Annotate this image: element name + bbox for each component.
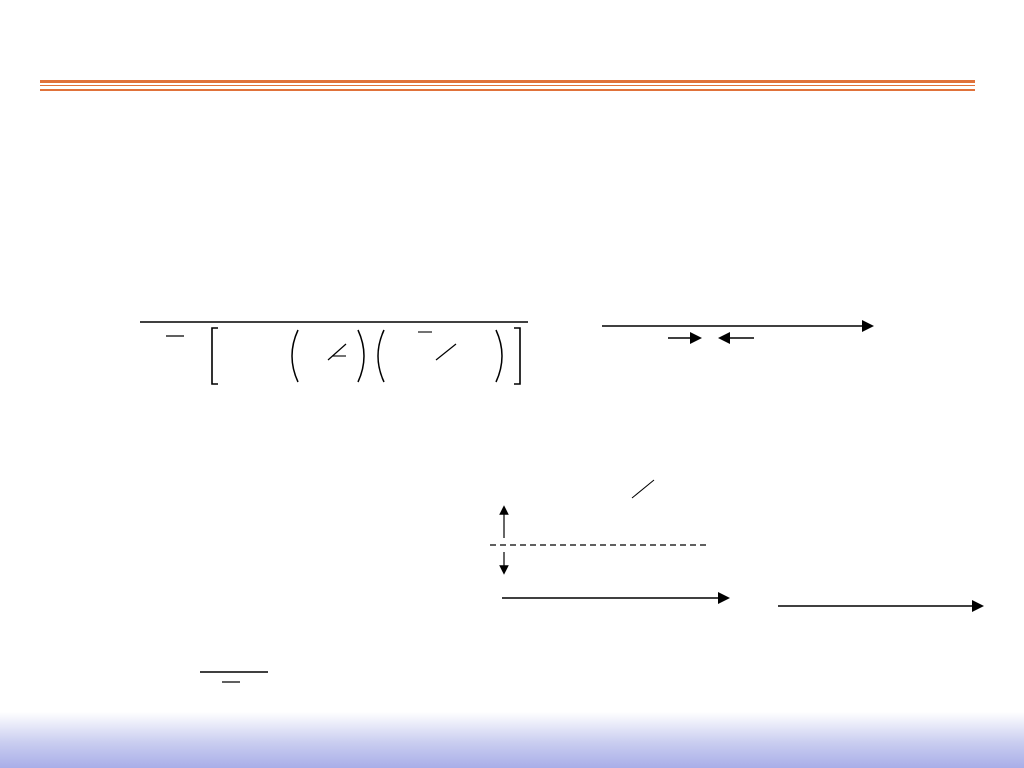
footer-bar [0,712,1024,768]
figure-b-spontaneous-spectrum [442,446,772,666]
eq2-paren1-right [358,330,364,382]
para3 [40,420,46,459]
equation-mode-spacing [40,272,540,392]
equation-approximation [96,622,286,718]
equation-mode-condition [356,163,372,198]
eq2-paren1-left [292,330,298,382]
eq2-paren2-right [496,330,502,382]
lambda-symbol [44,232,56,256]
para3-delta-lambda [40,428,46,452]
eq1-equals [356,163,372,198]
title-rule-bottom [40,89,975,91]
eq2-paren2-left [378,330,384,382]
fig-b-pointer [632,480,654,498]
eq2-frac2-slash [436,344,456,360]
eq2-frac1-slash [328,344,346,360]
eq2-bracket-left [212,328,218,384]
eq2-bracket-right [514,328,520,384]
title-rule-thin [40,85,975,86]
delta-lambda-symbol [118,114,130,139]
title-rule [40,80,975,83]
para2 [44,226,56,261]
para3-line4 [40,420,46,459]
figure-a-resonant-modes [590,238,890,414]
figure-c-lasing-modes [770,478,990,664]
para1-line1 [118,108,130,144]
